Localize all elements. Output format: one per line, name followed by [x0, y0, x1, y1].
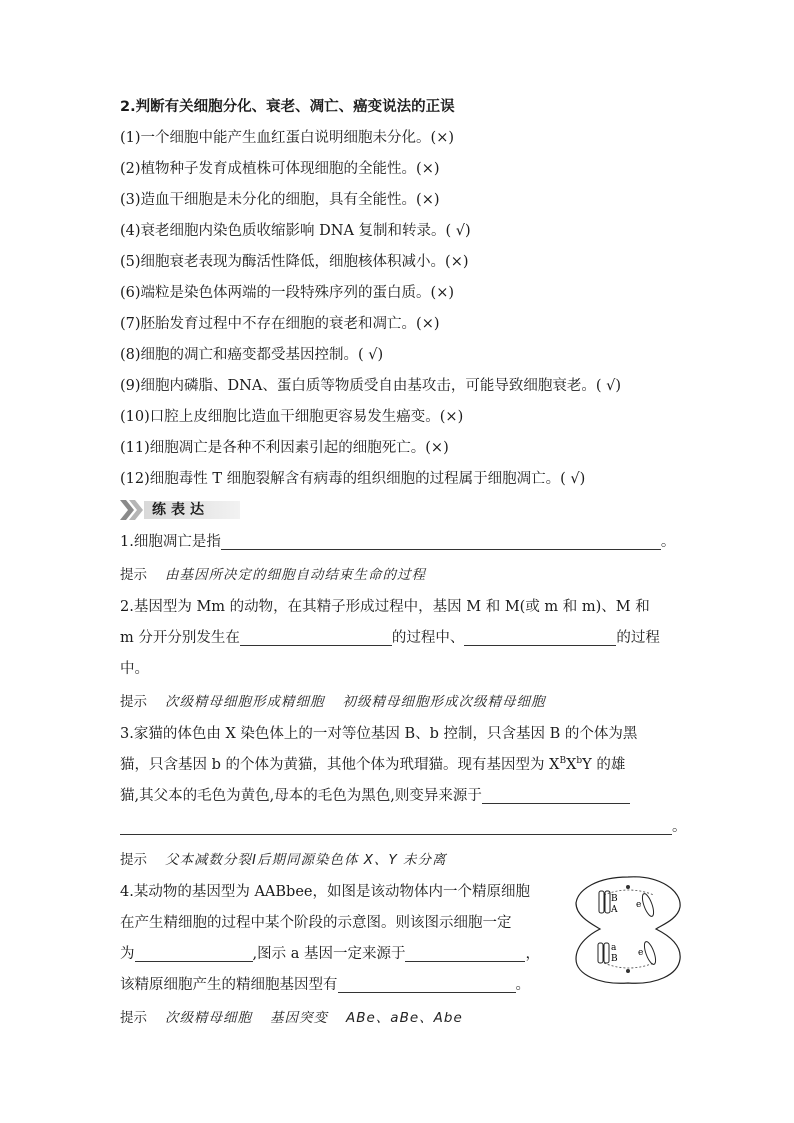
answer-blank[interactable]	[135, 943, 253, 962]
question-4-line-2: 在产生精细胞的过程中某个阶段的示意图。则该图示细胞一定	[120, 915, 512, 931]
question-3-line-2: 猫，只含基因 b 的个体为黄猫，其他个体为玳瑁猫。现有基因型为 $X^BX^bY$ 的雄	[120, 756, 626, 773]
gene-label: e	[638, 948, 644, 958]
hint-answer: 初级精母细胞形成次级精母细胞	[342, 694, 546, 710]
judgement-item: (12)细胞毒性 T 细胞裂解含有病毒的组织细胞的过程属于细胞凋亡。( √)	[120, 471, 586, 487]
answer-blank[interactable]	[464, 627, 616, 646]
gene-label: B	[611, 894, 618, 904]
hint-label: 提示	[120, 852, 147, 868]
gene-label: a	[611, 943, 617, 953]
hint-answer: 次级精母细胞形成精细胞	[165, 694, 325, 710]
gene-label: e	[636, 900, 642, 910]
question-2-line-3: 中。	[120, 661, 149, 677]
hint-label: 提示	[120, 1010, 147, 1026]
question-4-line-4: 该精原细胞产生的精细胞基因型有 。	[120, 970, 680, 1001]
judgement-item: (10)口腔上皮细胞比造血干细胞更容易发生癌变。(×)	[120, 409, 464, 425]
gene-label: B	[611, 954, 618, 964]
gene-label: A	[611, 905, 618, 915]
hint-answer: 父本减数分裂Ⅰ后期同源染色体 X、Y 未分离	[165, 852, 447, 868]
question-4-line-3: 为 ,图示 a 基因一定来源于 ，	[120, 939, 680, 970]
answer-blank[interactable]	[338, 974, 516, 993]
answer-blank[interactable]	[120, 816, 672, 835]
section-title: 2.判断有关细胞分化、衰老、凋亡、癌变说法的正误	[120, 99, 455, 115]
worksheet-page	[120, 92, 687, 1035]
practice-banner	[120, 497, 680, 523]
question-3-line-1: 3.家猫的体色由 X 染色体上的一对等位基因 B、b 控制，只含基因 B 的个体为黑	[120, 726, 638, 742]
question-4	[120, 877, 680, 1001]
hint-1	[120, 558, 680, 592]
judgement-item: (4)衰老细胞内染色质收缩影响 DNA 复制和转录。( √)	[120, 223, 471, 239]
answer-blank[interactable]	[482, 785, 630, 804]
hint-answer: ABe、aBe、Abe	[346, 1010, 463, 1026]
judgement-item: (8)细胞的凋亡和癌变都受基因控制。( √)	[120, 347, 384, 363]
question-2-line-1: 2.基因型为 Mm 的动物，在其精子形成过程中，基因 M 和 M(或 m 和 m)、M 和	[120, 599, 650, 615]
judgement-list	[120, 123, 680, 495]
judgement-item: (6)端粒是染色体两端的一段特殊序列的蛋白质。(×)	[120, 285, 455, 301]
question-1: 1.细胞凋亡是指 。	[120, 527, 680, 558]
hint-2	[120, 685, 680, 719]
hint-answer: 次级精母细胞	[165, 1010, 252, 1026]
question-2-line-2: m 分开分别发生在 的过程中、 的过程	[120, 623, 680, 654]
judgement-item: (7)胚胎发育过程中不存在细胞的衰老和凋亡。(×)	[120, 316, 440, 332]
hint-answer: 由基因所决定的细胞自动结束生命的过程	[165, 567, 426, 583]
double-chevron-icon	[120, 500, 146, 520]
cell-division-figure	[570, 871, 686, 989]
judgement-item: (9)细胞内磷脂、DNA、蛋白质等物质受自由基攻击，可能导致细胞衰老。( √)	[120, 378, 621, 394]
question-4-line-1: 4.某动物的基因型为 AABbee，如图是该动物体内一个精原细胞	[120, 884, 530, 900]
hint-label: 提示	[120, 567, 147, 583]
answer-blank[interactable]	[240, 627, 392, 646]
hint-label: 提示	[120, 694, 147, 710]
question-3-line-3: 猫,其父本的毛色为黄色,母本的毛色为黑色,则变异来源于	[120, 781, 680, 812]
answer-blank[interactable]	[405, 943, 525, 962]
judgement-item: (1)一个细胞中能产生血红蛋白说明细胞未分化。(×)	[120, 130, 455, 146]
banner-label: 练表达	[152, 502, 209, 518]
judgement-item: (3)造血干细胞是未分化的细胞，具有全能性。(×)	[120, 192, 440, 208]
judgement-item: (2)植物种子发育成植株可体现细胞的全能性。(×)	[120, 161, 440, 177]
hint-answer: 基因突变	[270, 1010, 328, 1026]
hint-4	[120, 1001, 680, 1035]
answer-blank[interactable]	[221, 531, 661, 550]
judgement-item: (11)细胞凋亡是各种不利因素引起的细胞死亡。(×)	[120, 440, 449, 456]
judgement-item: (5)细胞衰老表现为酶活性降低，细胞核体积减小。(×)	[120, 254, 469, 270]
question-3-line-4: 。	[120, 812, 680, 843]
